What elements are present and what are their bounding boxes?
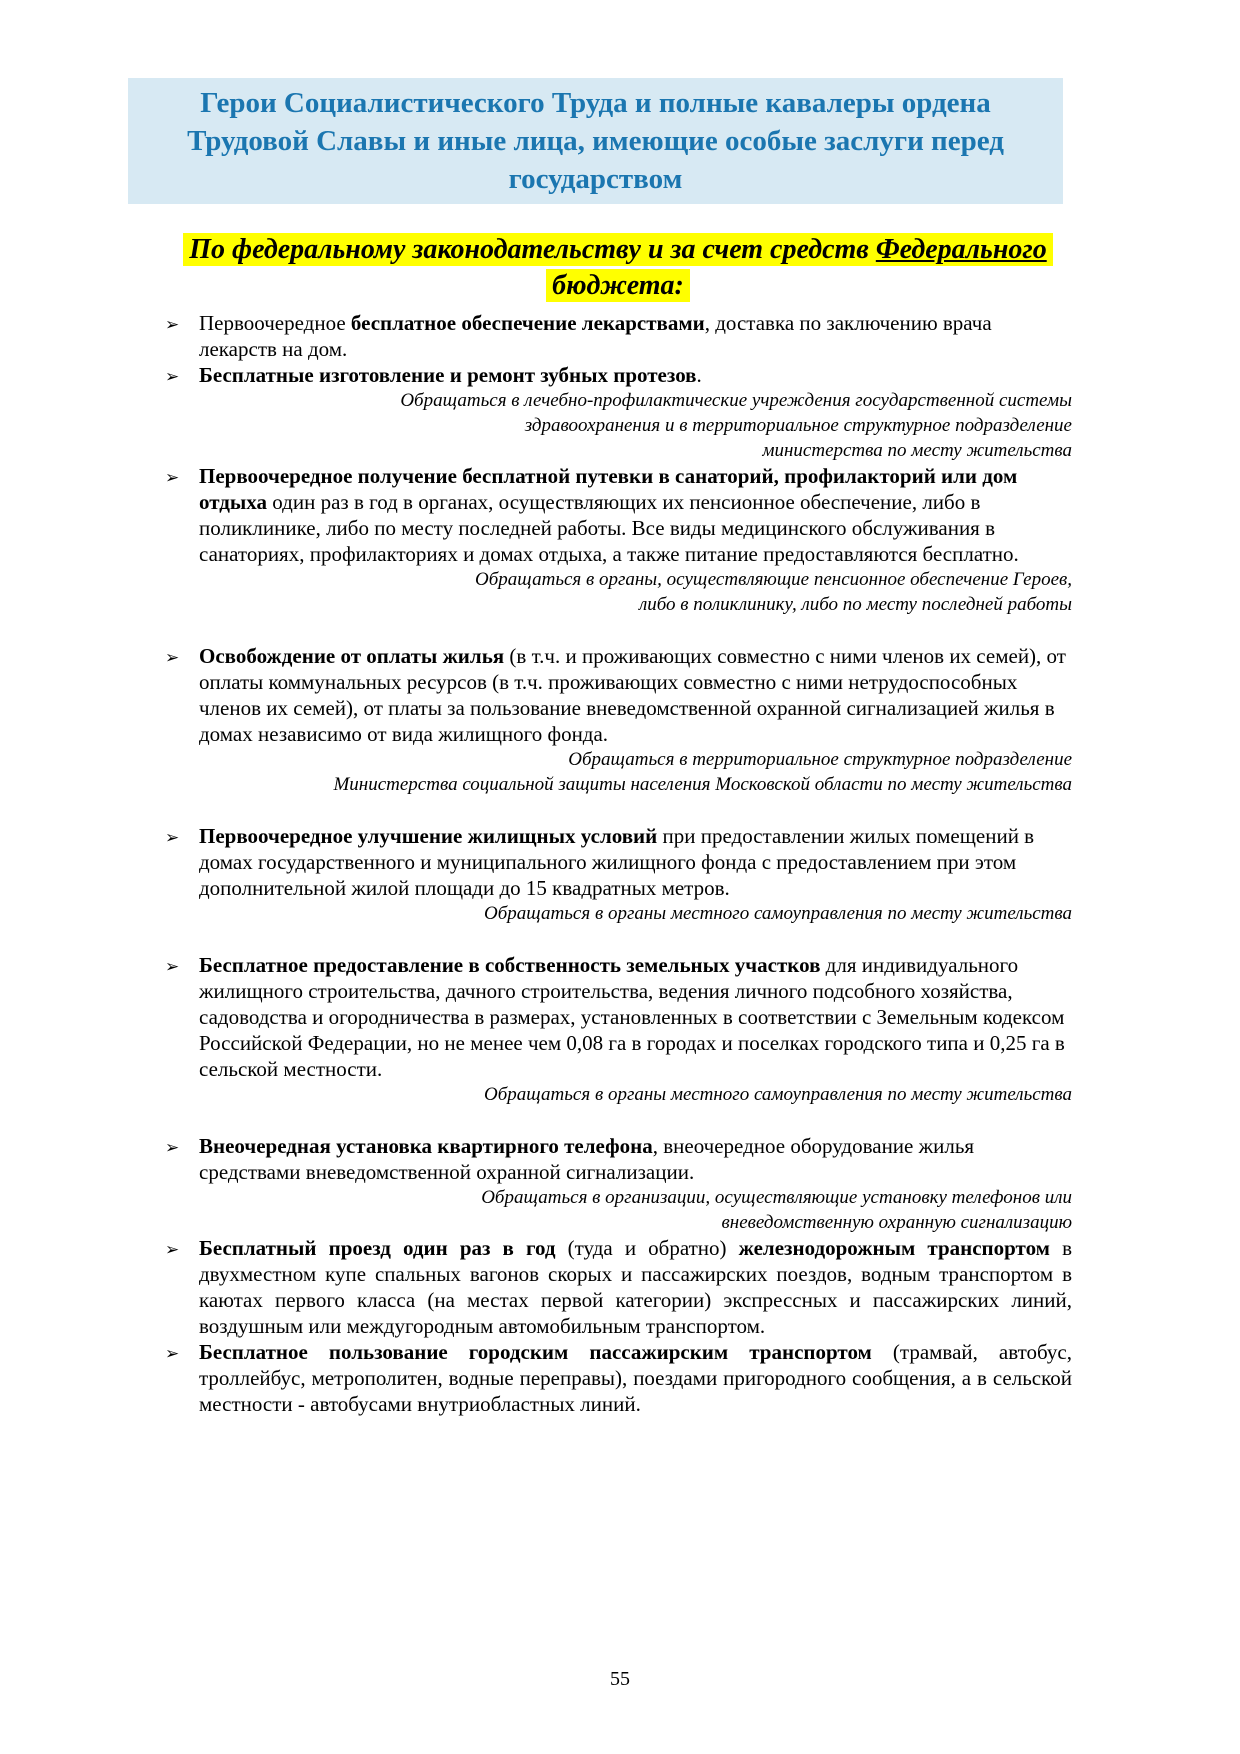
bullet-arrow-icon: ➢ xyxy=(165,648,180,668)
list-item-sanatorium-voucher xyxy=(165,463,1072,567)
benefit-text: Первоочередное получение бесплатной путевки в санаторий, профилакторий или дом отдыха один раз в год в органах, осуществляющих их пенсионное обеспечение, либо в поликлинике, либо по месту последней работы. Все виды медицинского обслуживания в санаториях, профилакториях и домах отдыха, а также питание предоставляются бесплатно. xyxy=(199,464,1019,566)
section-title xyxy=(128,232,1108,304)
benefit-text: Бесплатные изготовление и ремонт зубных протезов. xyxy=(199,363,702,387)
list-item-telephone-installation xyxy=(165,1133,1072,1185)
list-item-free-intercity-travel xyxy=(165,1235,1072,1339)
list-item-dentures xyxy=(165,362,1072,388)
note-line: Обращаться в органы, осуществляющие пенсионное обеспечение Героев, xyxy=(475,569,1072,590)
benefit-text: Бесплатное пользование городским пассажирским транспортом (трамвай, автобус, троллейбус, метрополитен, водные переправы), поездами пригородного сообщения, а в сельской местности - автобусами внутриобластных линий. xyxy=(199,1340,1072,1416)
section-title-line-1: По федеральному законодательству и за счет средств Федерального xyxy=(128,232,1108,268)
note xyxy=(165,1185,1072,1235)
list-item-housing-improvement xyxy=(165,823,1072,901)
benefit-text: Первоочередное бесплатное обеспечение лекарствами, доставка по заключению врача лекарств на дом. xyxy=(199,311,992,361)
list-item-free-city-transport xyxy=(165,1339,1072,1417)
bullet-arrow-icon: ➢ xyxy=(165,1240,180,1260)
note-line: либо в поликлинику, либо по месту последней работы xyxy=(638,594,1072,615)
note-line: Обращаться в органы местного самоуправления по месту жительства xyxy=(483,903,1072,924)
bullet-arrow-icon: ➢ xyxy=(165,957,180,977)
page-title: Герои Социалистического Труда и полные кавалеры ордена Трудовой Славы и иные лица, имеющие особые заслуги перед государством xyxy=(187,87,1004,195)
benefit-text: Бесплатный проезд один раз в год (туда и обратно) железнодорожным транспортом в двухместном купе спальных вагонов скорых и пассажирских поездов, водным транспортом в каютах первого класса (на местах первой категории) экспрессных и пассажирских линий, воздушным или междугородным автомобильным транспортом. xyxy=(199,1236,1073,1338)
note xyxy=(165,567,1072,617)
note-line: здравоохранения и в территориальное структурное подразделение xyxy=(524,415,1072,436)
section-title-line-2: бюджета: xyxy=(128,268,1108,304)
note-line: вневедомственную охранную сигнализацию xyxy=(721,1212,1072,1233)
benefit-text: Внеочередная установка квартирного телефона, внеочередное оборудование жилья средствами вневедомственной охранной сигнализации. xyxy=(199,1134,975,1184)
list-item-land-plots xyxy=(165,952,1072,1082)
note xyxy=(165,747,1072,797)
note-line: Обращаться в органы местного самоуправления по месту жительства xyxy=(483,1084,1072,1105)
list-item-housing-payment-exemption xyxy=(165,643,1072,747)
page-number: 55 xyxy=(610,1668,630,1690)
note-line: Министерства социальной защиты населения Московской области по месту жительства xyxy=(333,774,1072,795)
header-banner xyxy=(128,78,1063,204)
note-line: Обращаться в территориальное структурное подразделение xyxy=(568,749,1072,770)
note-line: министерства по месту жительства xyxy=(762,440,1072,461)
bullet-arrow-icon: ➢ xyxy=(165,1138,180,1158)
benefit-text: Бесплатное предоставление в собственность земельных участков для индивидуального жилищного строительства, дачного строительства, ведения личного подсобного хозяйства, садоводства и огородничества в размерах, установленных в соответствии с Земельным кодексом Российской Федерации, но не менее чем 0,08 га в городах и поселках городского типа и 0,25 га в сельской местности. xyxy=(199,953,1065,1081)
bullet-arrow-icon: ➢ xyxy=(165,367,180,387)
bullet-arrow-icon: ➢ xyxy=(165,1344,180,1364)
bullet-arrow-icon: ➢ xyxy=(165,828,180,848)
note-line: Обращаться в лечебно-профилактические учреждения государственной системы xyxy=(400,390,1072,411)
benefits-list xyxy=(165,310,1072,1417)
bullet-arrow-icon: ➢ xyxy=(165,468,180,488)
note xyxy=(165,388,1072,463)
benefit-text: Освобождение от оплаты жилья (в т.ч. и проживающих совместно с ними членов их семей), от оплаты коммунальных ресурсов (в т.ч. проживающих совместно с ними нетрудоспособных членов их семей), от платы за пользование вневедомственной охранной сигнализацией жилья в домах независимо от вида жилищного фонда. xyxy=(199,644,1066,746)
page-content xyxy=(0,232,1240,1417)
benefit-text: Первоочередное улучшение жилищных условий при предоставлении жилых помещений в домах государственного и муниципального жилищного фонда с предоставлением при этом дополнительной жилой площади до 15 квадратных метров. xyxy=(199,824,1035,900)
note xyxy=(165,901,1072,926)
list-item-medicines xyxy=(165,310,1072,362)
note xyxy=(165,1082,1072,1107)
bullet-arrow-icon: ➢ xyxy=(165,315,180,335)
underlined-word: Федерального xyxy=(875,234,1047,265)
note-line: Обращаться в организации, осуществляющие установку телефонов или xyxy=(481,1187,1072,1208)
